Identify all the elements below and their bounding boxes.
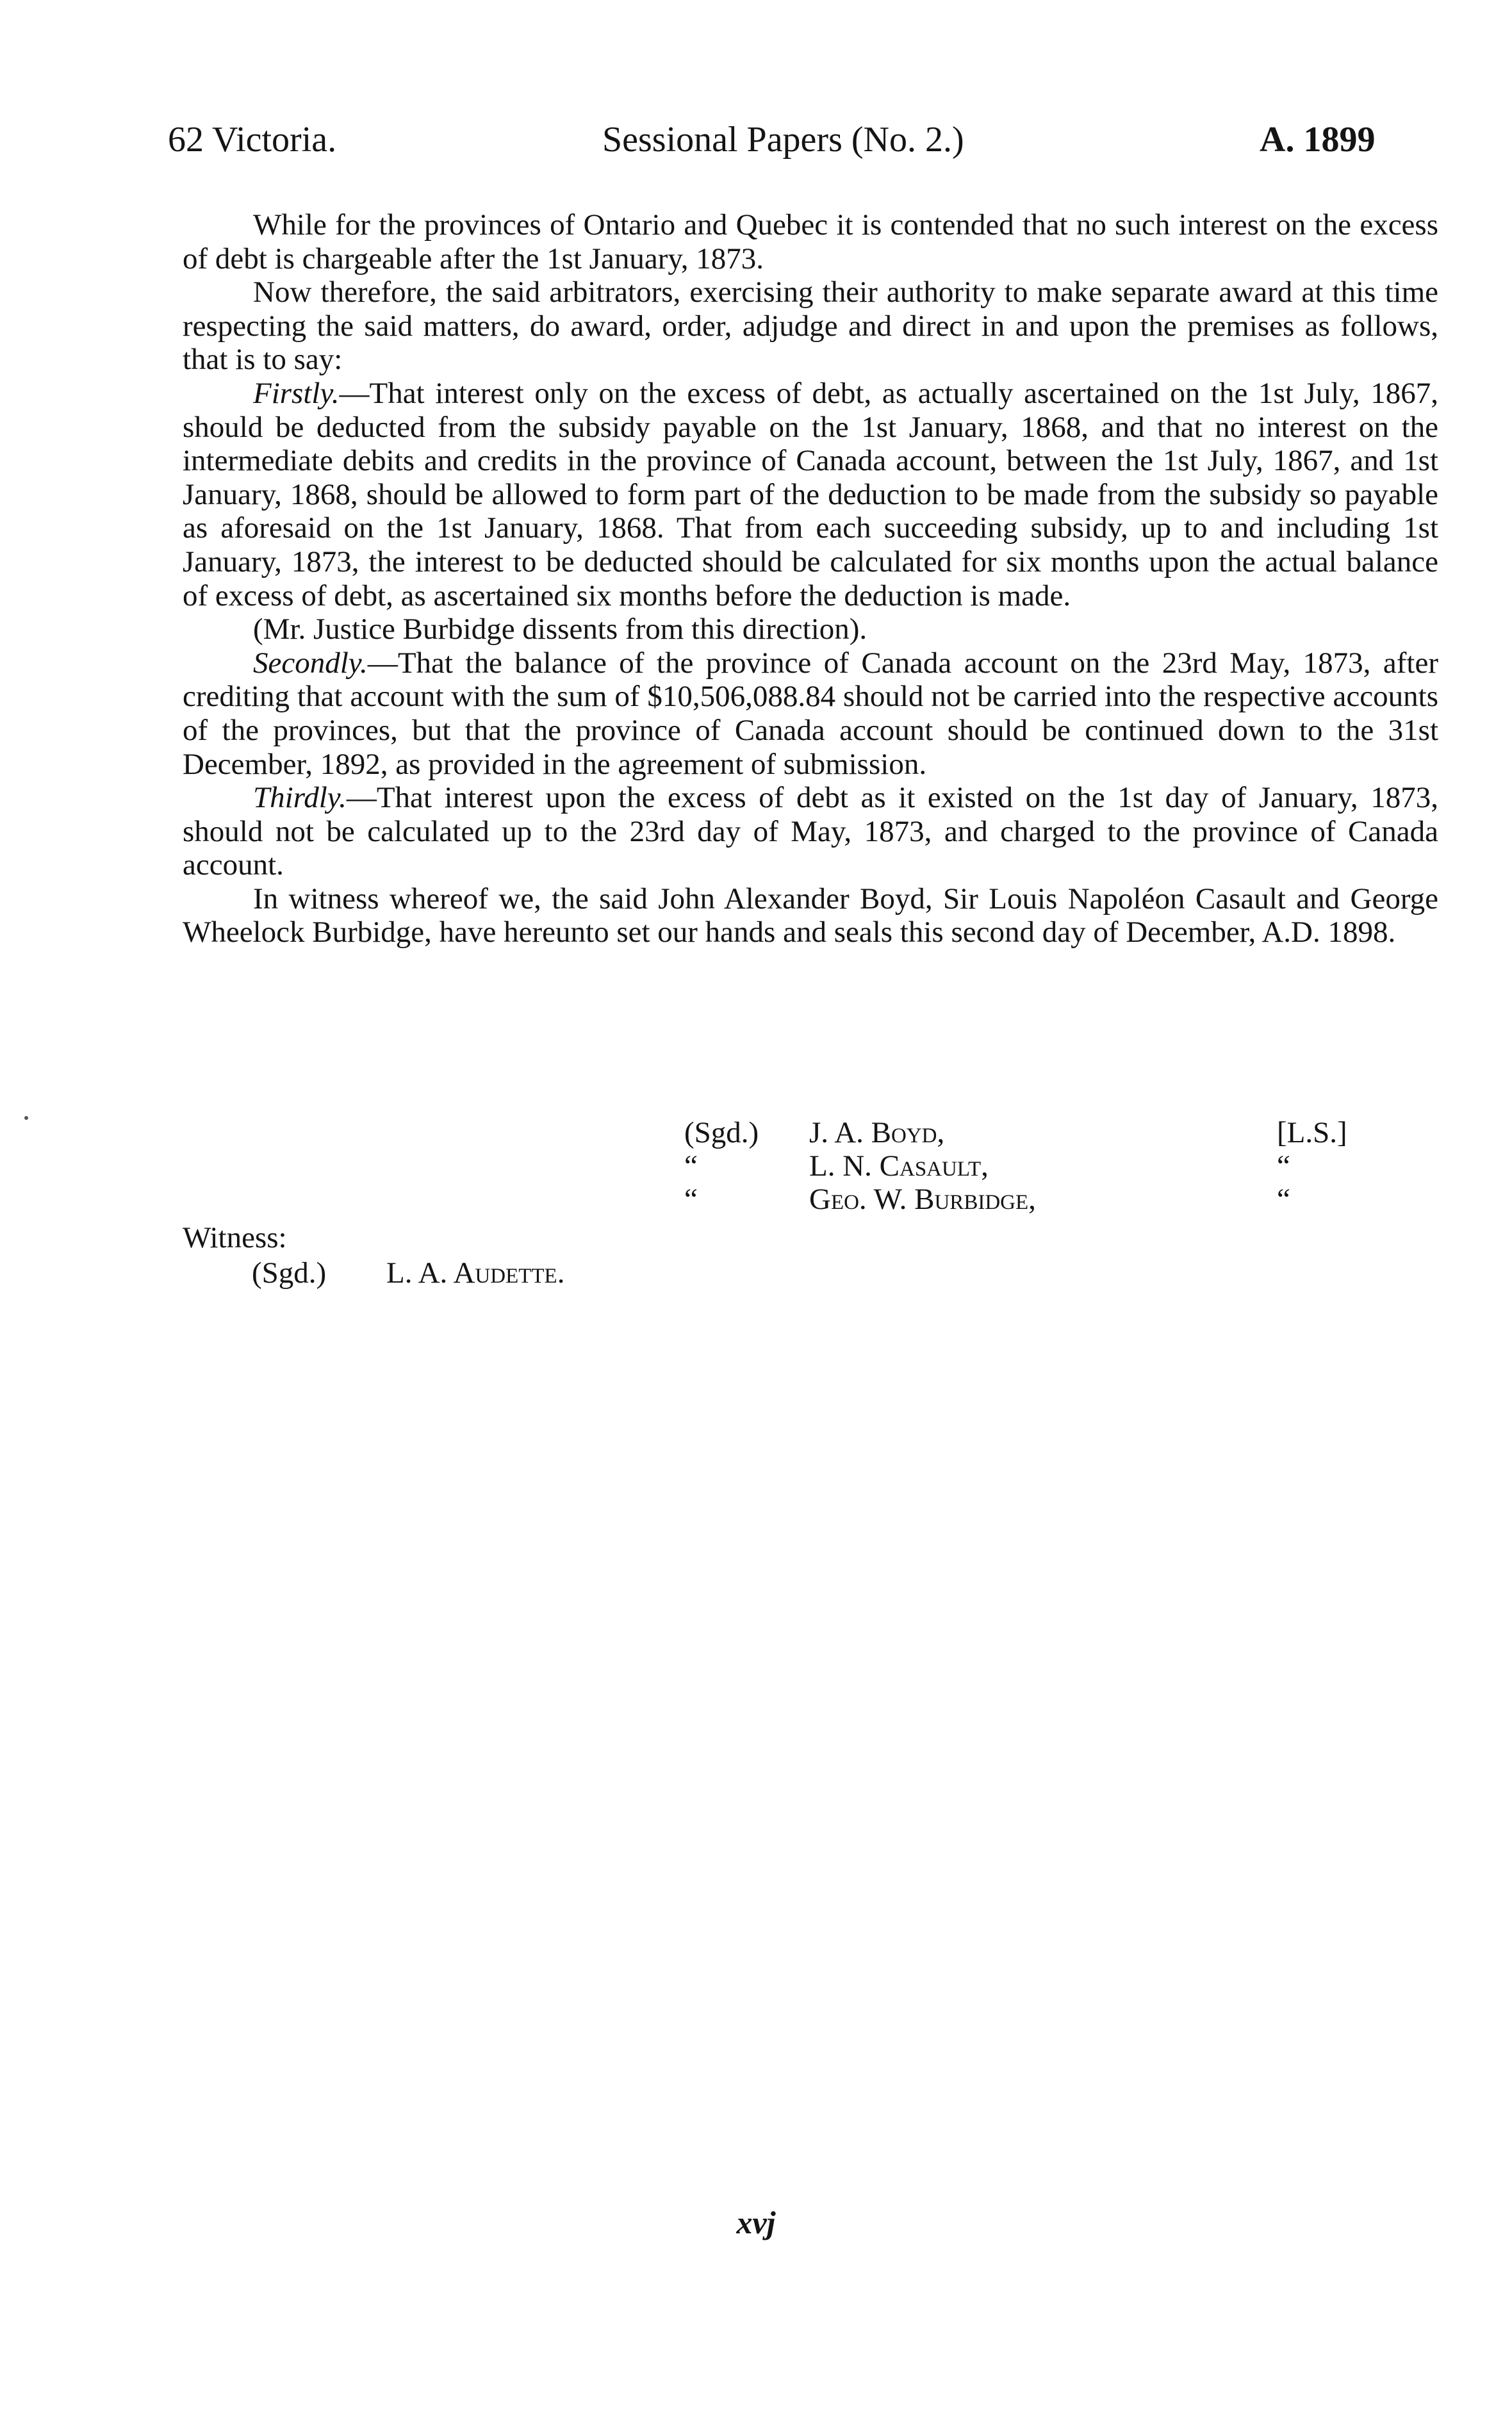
- paragraph-secondly: Secondly.—That the balance of the province of Canada account on the 23rd May, 1873, after crediting that account with the sum of $10,506,088.84 should not be carried into the respective accounts of the provinces, but that the province of Canada account should be continued down to the 31st December, 1892, as provided in the agreement of submission.: [183, 646, 1438, 781]
- paragraph: While for the provinces of Ontario and Quebec it is contended that no such interest on the excess of debt is chargeable after the 1st January, 1873.: [183, 208, 1438, 275]
- signatory-name: J. A. Boyd,: [809, 1116, 945, 1149]
- seal-mark: “: [1277, 1149, 1290, 1183]
- lead-firstly: Firstly.: [253, 376, 340, 410]
- paragraph-thirdly: Thirdly.—That interest upon the excess of debt as it existed on the 1st day of January, 1873, should not be calculated up to the 23rd day of May, 1873, and charged to the province of Canada account.: [183, 781, 1438, 882]
- lead-secondly: Secondly.: [253, 646, 368, 680]
- lead-thirdly: Thirdly.: [253, 781, 347, 815]
- signature-block: [684, 1116, 1357, 1216]
- scan-speck: [24, 1116, 28, 1120]
- signature-row: “ Geo. W. Burbidge, “: [684, 1183, 1290, 1216]
- header-title: Sessional Papers (No. 2.): [602, 120, 964, 160]
- paragraph-firstly: Firstly.—That interest only on the excess of debt, as actually ascertained on the 1st July, 1867, should be deducted from the subsidy payable on the 1st January, 1868, and that no interest on the intermediate debits and credits in the province of Canada account, between the 1st July, 1867, and 1st January, 1868, should be allowed to form part of the deduction to be made from the subsidy so payable as aforesaid on the 1st January, 1868. That from each succeeding subsidy, up to and including 1st January, 1873, the interest to be deducted should be calculated for six months upon the actual balance of excess of debt, as ascertained six months before the deduction is made.: [183, 376, 1438, 612]
- page-number: xvj: [736, 2205, 776, 2240]
- signatory-name: L. N. Casault,: [809, 1149, 989, 1183]
- seal-mark: [L.S.]: [1277, 1116, 1347, 1149]
- witness-name: L. A. Audette.: [386, 1256, 565, 1290]
- signatory-name: Geo. W. Burbidge,: [809, 1183, 1036, 1216]
- witness-label: Witness:: [183, 1221, 287, 1254]
- paragraph-witness-clause: In witness whereof we, the said John Alexander Boyd, Sir Louis Napoléon Casault and George Wheelock Burbidge, have hereunto set our hands and seals this second day of December, A.D. 1898.: [183, 882, 1438, 949]
- page-header: [0, 114, 1512, 165]
- paragraph: Now therefore, the said arbitrators, exercising their authority to make separate award at this time respecting the said matters, do award, order, adjudge and direct in and upon the premises as follows, that is to say:: [183, 275, 1438, 377]
- seal-mark: “: [1277, 1183, 1290, 1216]
- header-year: A. 1899: [1260, 120, 1376, 160]
- signature-row: “ L. N. Casault, “: [684, 1149, 1290, 1183]
- paragraph-dissent: (Mr. Justice Burbidge dissents from this direction).: [253, 612, 867, 646]
- award-text: [183, 208, 1438, 949]
- header-session: 62 Victoria.: [168, 120, 337, 160]
- witness-block: Witness: (Sgd.) L. A. Audette.: [183, 1220, 759, 1291]
- signature-row: (Sgd.) J. A. Boyd, [L.S.]: [684, 1116, 1347, 1149]
